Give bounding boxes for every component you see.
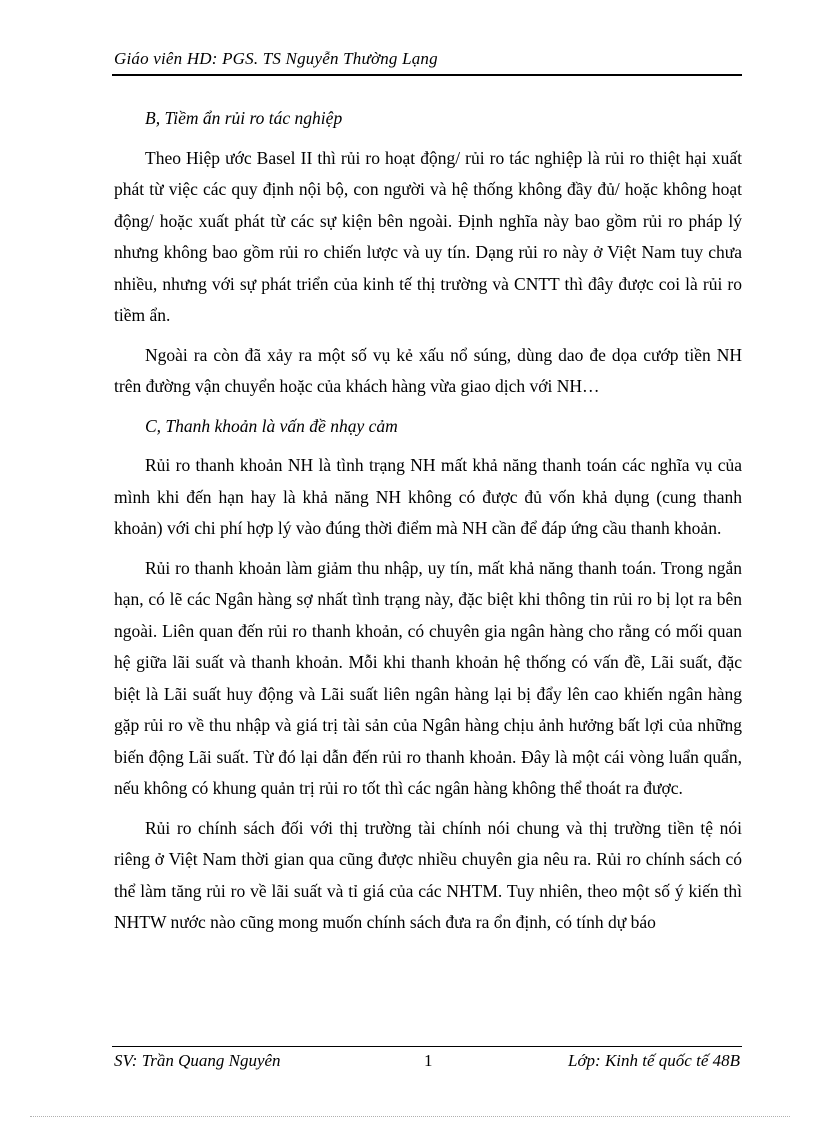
paragraph: Rủi ro thanh khoản làm giảm thu nhập, uy tín, mất khả năng thanh toán. Trong ngắn hạn, có lẽ các Ngân hàng sợ nhất tình trạng này, đặc biệt khi thông tin rủi ro bị lọt ra bên ngoài. Liên quan đến rủi ro thanh khoản, có chuyên gia ngân hàng cho rằng có mối quan hệ giữa lãi suất và thanh khoản. Mỗi khi thanh khoản hệ thống có vấn đề, Lãi suất, đặc biệt là Lãi suất huy động và Lãi suất liên ngân hàng lại bị đẩy lên cao khiến ngân hàng gặp rủi ro về thu nhập và giá trị tài sản của Ngân hàng chịu ảnh hưởng bất lợi của những biến động Lãi suất. Từ đó lại dẫn đến rủi ro thanh khoản. Đây là một cái vòng luẩn quẩn, nếu không có khung quản trị rủi ro tốt thì các ngân hàng không thể thoát ra được. bbox=[114, 557, 742, 798]
section-heading-b: B, Tiềm ẩn rủi ro tác nghiệp bbox=[145, 108, 343, 128]
document-body bbox=[114, 103, 742, 947]
paragraph: Theo Hiệp ước Basel II thì rủi ro hoạt động/ rủi ro tác nghiệp là rủi ro thiệt hại xuất phát từ việc các quy định nội bộ, con người và hệ thống không đầy đủ/ hoặc không hoạt động/ hoặc xuất phát từ các sự kiện bên ngoài. Định nghĩa này bao gồm rủi ro pháp lý nhưng không bao gồm rủi ro chiến lược và uy tín. Dạng rủi ro này ở Việt Nam tuy chưa nhiều, nhưng với sự phát triển của kinh tế thị trường và CNTT thì đây được coi là rủi ro tiềm ẩn. bbox=[114, 147, 742, 325]
footer-class: Lớp: Kinh tế quốc tế 48B bbox=[568, 1051, 740, 1070]
page-boundary bbox=[30, 1116, 790, 1117]
page-number: 1 bbox=[424, 1051, 433, 1070]
header-rule bbox=[112, 74, 742, 76]
section-heading-c: C, Thanh khoản là vấn đề nhạy cảm bbox=[145, 415, 398, 436]
paragraph: Rủi ro chính sách đối với thị trường tài chính nói chung và thị trường tiền tệ nói riêng ở Việt Nam thời gian qua cũng được nhiều chuyên gia nêu ra. Rủi ro chính sách có thể làm tăng rủi ro về lãi suất và tỉ giá của các NHTM. Tuy nhiên, theo một số ý kiến thì NHTW nước nào cũng mong muốn chính sách đưa ra ổn định, có tính dự báo bbox=[114, 817, 742, 932]
paragraph: Rủi ro thanh khoản NH là tình trạng NH mất khả năng thanh toán các nghĩa vụ của mình khi đến hạn hay là khả năng NH không có được đủ vốn khả dụng (cung thanh khoản) với chi phí hợp lý vào đúng thời điểm mà NH cần để đáp ứng cầu thanh khoản. bbox=[114, 455, 742, 538]
paragraph: Ngoài ra còn đã xảy ra một số vụ kẻ xấu nổ súng, dùng dao đe dọa cướp tiền NH trên đường vận chuyển hoặc của khách hàng vừa giao dịch với NH… bbox=[114, 344, 742, 396]
page-header: Giáo viên HD: PGS. TS Nguyễn Thường Lạng bbox=[114, 49, 438, 68]
footer-student: SV: Trần Quang Nguyên bbox=[114, 1051, 281, 1070]
footer-rule bbox=[112, 1046, 742, 1047]
